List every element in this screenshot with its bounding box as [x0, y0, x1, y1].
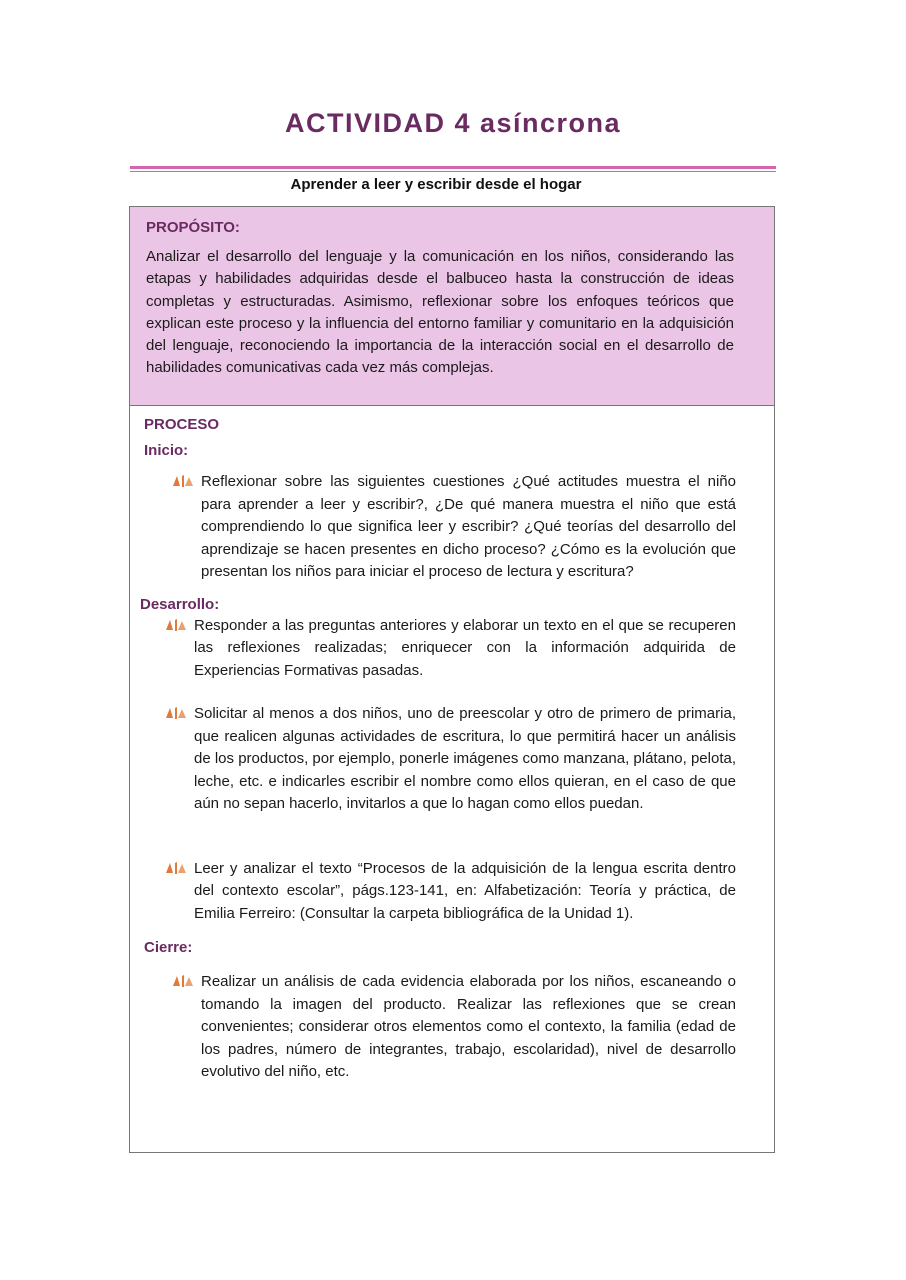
list-item [194, 703, 736, 816]
cierre-heading: Cierre: [144, 939, 193, 956]
title-divider [130, 166, 776, 172]
inicio-item-1-text: Reflexionar sobre las siguientes cuestiones ¿Qué actitudes muestra el niño para aprender a leer y escribir?, ¿De qué manera muestra el niño que está comprendiendo lo que significa leer y escribir? ¿Qué teorías del desarrollo del aprendizaje se hacen presentes en dicho proceso? ¿Cómo es la evolución que presentan los niños para iniciar el proceso de lectura y escritura? [201, 473, 736, 580]
desarrollo-heading: Desarrollo: [140, 595, 220, 613]
list-item [201, 471, 736, 584]
book-bullet-icon [165, 861, 187, 875]
document-subtitle: Aprender a leer y escribir desde el hogar [290, 176, 582, 193]
inicio-heading: Inicio: [144, 442, 189, 459]
desarrollo-item-1-text: Responder a las preguntas anteriores y elaborar un texto en el que se recuperen las reflexiones realizadas; enriquecer con la información adquirida de Experiencias Formativas pasadas. [194, 616, 736, 679]
purpose-text: Analizar el desarrollo del lenguaje y la comunicación en los niños, considerando las etapas y habilidades adquiridas desde el balbuceo hasta la construcción de ideas completas y estructuradas. Asimismo, reflexionar sobre los enfoques teóricos que explican este proceso y la influencia del entorno familiar y comunitario en la adquisición del lenguaje, reconociendo la importancia de la interacción social en el desarrollo de habilidades comunicativas cada vez más complejas. [146, 248, 734, 377]
list-item [194, 858, 736, 926]
list-item [201, 971, 736, 1084]
book-bullet-icon [165, 618, 187, 632]
desarrollo-item-3-text: Leer y analizar el texto “Procesos de la adquisición de la lengua escrita dentro del contexto escolar”, págs.123-141, en: Alfabetización: Teoría y práctica, de Emilia Ferreiro: (Consultar la carpeta bibliográfica de la Unidad 1). [194, 859, 736, 922]
cierre-item-1-text: Realizar un análisis de cada evidencia elaborada por los niños, escaneando o tomando la imagen del producto. Realizar las reflexiones que se crean convenientes; considerar otros elementos como el contexto, la familia (edad de los padres, número de integrantes, trabajo, escolaridad), nivel de desarrollo evolutivo del niño, etc. [201, 973, 736, 1080]
desarrollo-item-2-text: Solicitar al menos a dos niños, uno de preescolar y otro de primero de primaria, que realicen algunas actividades de escritura, lo que permitirá hacer un análisis de los productos, por ejemplo, ponerle imágenes como manzana, plátano, pelota, leche, etc. e indicarles escribir el nombre como ellos quieran, en el caso de que aún no sepan hacerlo, invitarlos a que lo hagan como ellos puedan. [194, 705, 736, 812]
purpose-box [129, 206, 775, 406]
book-bullet-icon [172, 474, 194, 488]
document-title: ACTIVIDAD 4 asíncrona [284, 108, 622, 138]
process-heading: PROCESO [144, 416, 220, 433]
book-bullet-icon [172, 974, 194, 988]
process-box [129, 405, 775, 1153]
purpose-heading: PROPÓSITO: [146, 219, 240, 236]
book-bullet-icon [165, 706, 187, 720]
list-item [194, 615, 736, 683]
